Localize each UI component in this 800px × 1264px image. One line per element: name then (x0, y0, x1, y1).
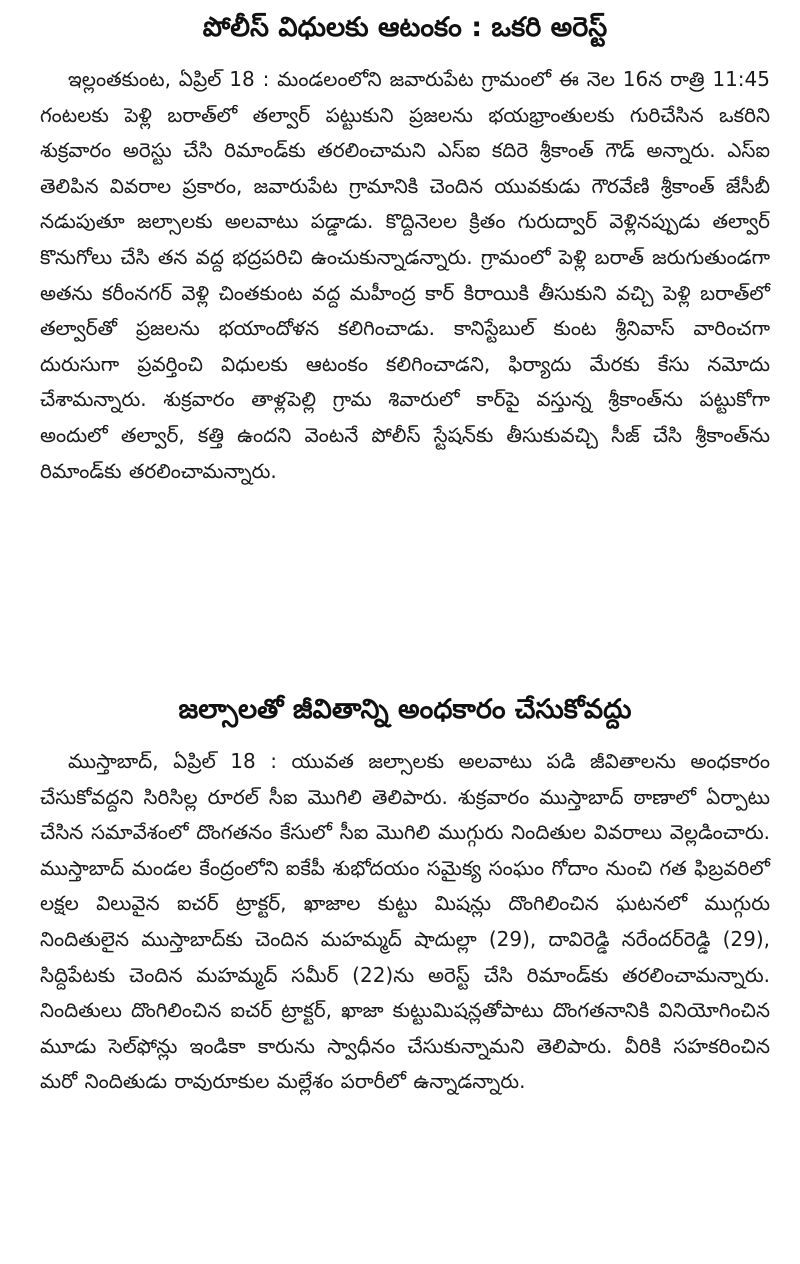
article-headline: పోలీస్ విధులకు ఆటంకం : ఒకరి అరెస్ట్ (202, 12, 608, 43)
article-headline: జల్సాలతో జీవితాన్ని అంధకారం చేసుకోవద్దు (178, 694, 632, 725)
article-youth-warning (40, 690, 770, 1100)
article-body: ఇల్లంతకుంట, ఏప్రిల్ 18 : మండలంలోని జవారుపేట గ్రామంలో ఈ నెల 16న రాత్రి 11:45 గంటలకు పెళ్లి బరాత్‌లో తల్వార్ పట్టుకుని ప్రజలను భయభ్రాంతులకు గురిచేసిన ఒకరిని శుక్రవారం అరెస్టు చేసి రిమాండ్‌కు తరలించామని ఎస్ఐ కదిరె శ్రీకాంత్ గౌడ్ అన్నారు. ఎస్ఐ తెలిపిన వివరాల ప్రకారం, జవారుపేట గ్రామానికి చెందిన యువకుడు గౌరవేణి శ్రీకాంత్ జేసీబీ నడుపుతూ జల్సాలకు అలవాటు పడ్డాడు. కొద్దినెలల క్రితం గురుద్వార్ వెళ్లినప్పుడు తల్వార్ కొనుగోలు చేసి తన వద్ద భద్రపరిచి ఉంచుకున్నాడన్నారు. గ్రామంలో పెళ్లి బరాత్ జరుగుతుండగా అతను కరీంనగర్ వెళ్లి చింతకుంట వద్ద మహీంద్ర కార్ కిరాయికి తీసుకుని వచ్చి పెళ్లి బరాత్‌లో తల్వార్‌తో ప్రజలను భయాందోళన కలిగించాడు. కానిస్టేబుల్ కుంట శ్రీనివాస్ వారించగా దురుసుగా ప్రవర్తించి విధులకు ఆటంకం కలిగించాడని, ఫిర్యాదు మేరకు కేసు నమోదు చేశామన్నారు. శుక్రవారం తాళ్లపెల్లి గ్రామ శివారులో కార్‌పై వస్తున్న శ్రీకాంత్‌ను పట్టుకోగా అందులో తల్వార్, కత్తి ఉందని వెంటనే పోలీస్ స్టేషన్‌కు తీసుకువచ్చి సీజ్ చేసి శ్రీకాంత్‌ను రిమాండ్‌కు తరలించామన్నారు. (40, 67, 770, 483)
article-police-arrest (40, 8, 770, 489)
article-body: ముస్తాబాద్, ఏప్రిల్ 18 : యువత జల్సాలకు అలవాటు పడి జీవితాలను అంధకారం చేసుకోవద్దని సిరిసిల్ల రూరల్ సీఐ మొగిలి తెలిపారు. శుక్రవారం ముస్తాబాద్ ఠాణాలో ఏర్పాటు చేసిన సమావేశంలో దొంగతనం కేసులో సీఐ మొగిలి ముగ్గురు నిందితుల వివరాలు వెల్లడించారు. ముస్తాబాద్ మండల కేంద్రంలోని ఐకేపీ శుభోదయం సమైక్య సంఘం గోదాం నుంచి గత ఫిబ్రవరిలో లక్షల విలువైన ఐచర్ ట్రాక్టర్, ఖాజాల కుట్టు మిషన్లు దొంగిలించిన ఘటనలో ముగ్గురు నిందితులైన ముస్తాబాద్‌కు చెందిన మహమ్మద్ షాదుల్లా (29), దావిరెడ్డి నరేందర్‌రెడ్డి (29), సిద్దిపేటకు చెందిన మహమ్మద్ సమీర్ (22)ను అరెస్ట్ చేసి రిమాండ్‌కు తరలించామన్నారు. నిందితులు దొంగిలించిన ఐచర్ ట్రాక్టర్, ఖాజా కుట్టుమిషన్లతోపాటు దొంగతనానికి వినియోగించిన మూడు సెల్‌ఫోన్లు ఇండికా కారును స్వాధీనం చేసుకున్నామని తెలిపారు. వీరికి సహకరించిన మరో నిందితుడు రావురూకుల మల్లేశం పరారీలో ఉన్నాడన్నారు. (40, 749, 770, 1094)
